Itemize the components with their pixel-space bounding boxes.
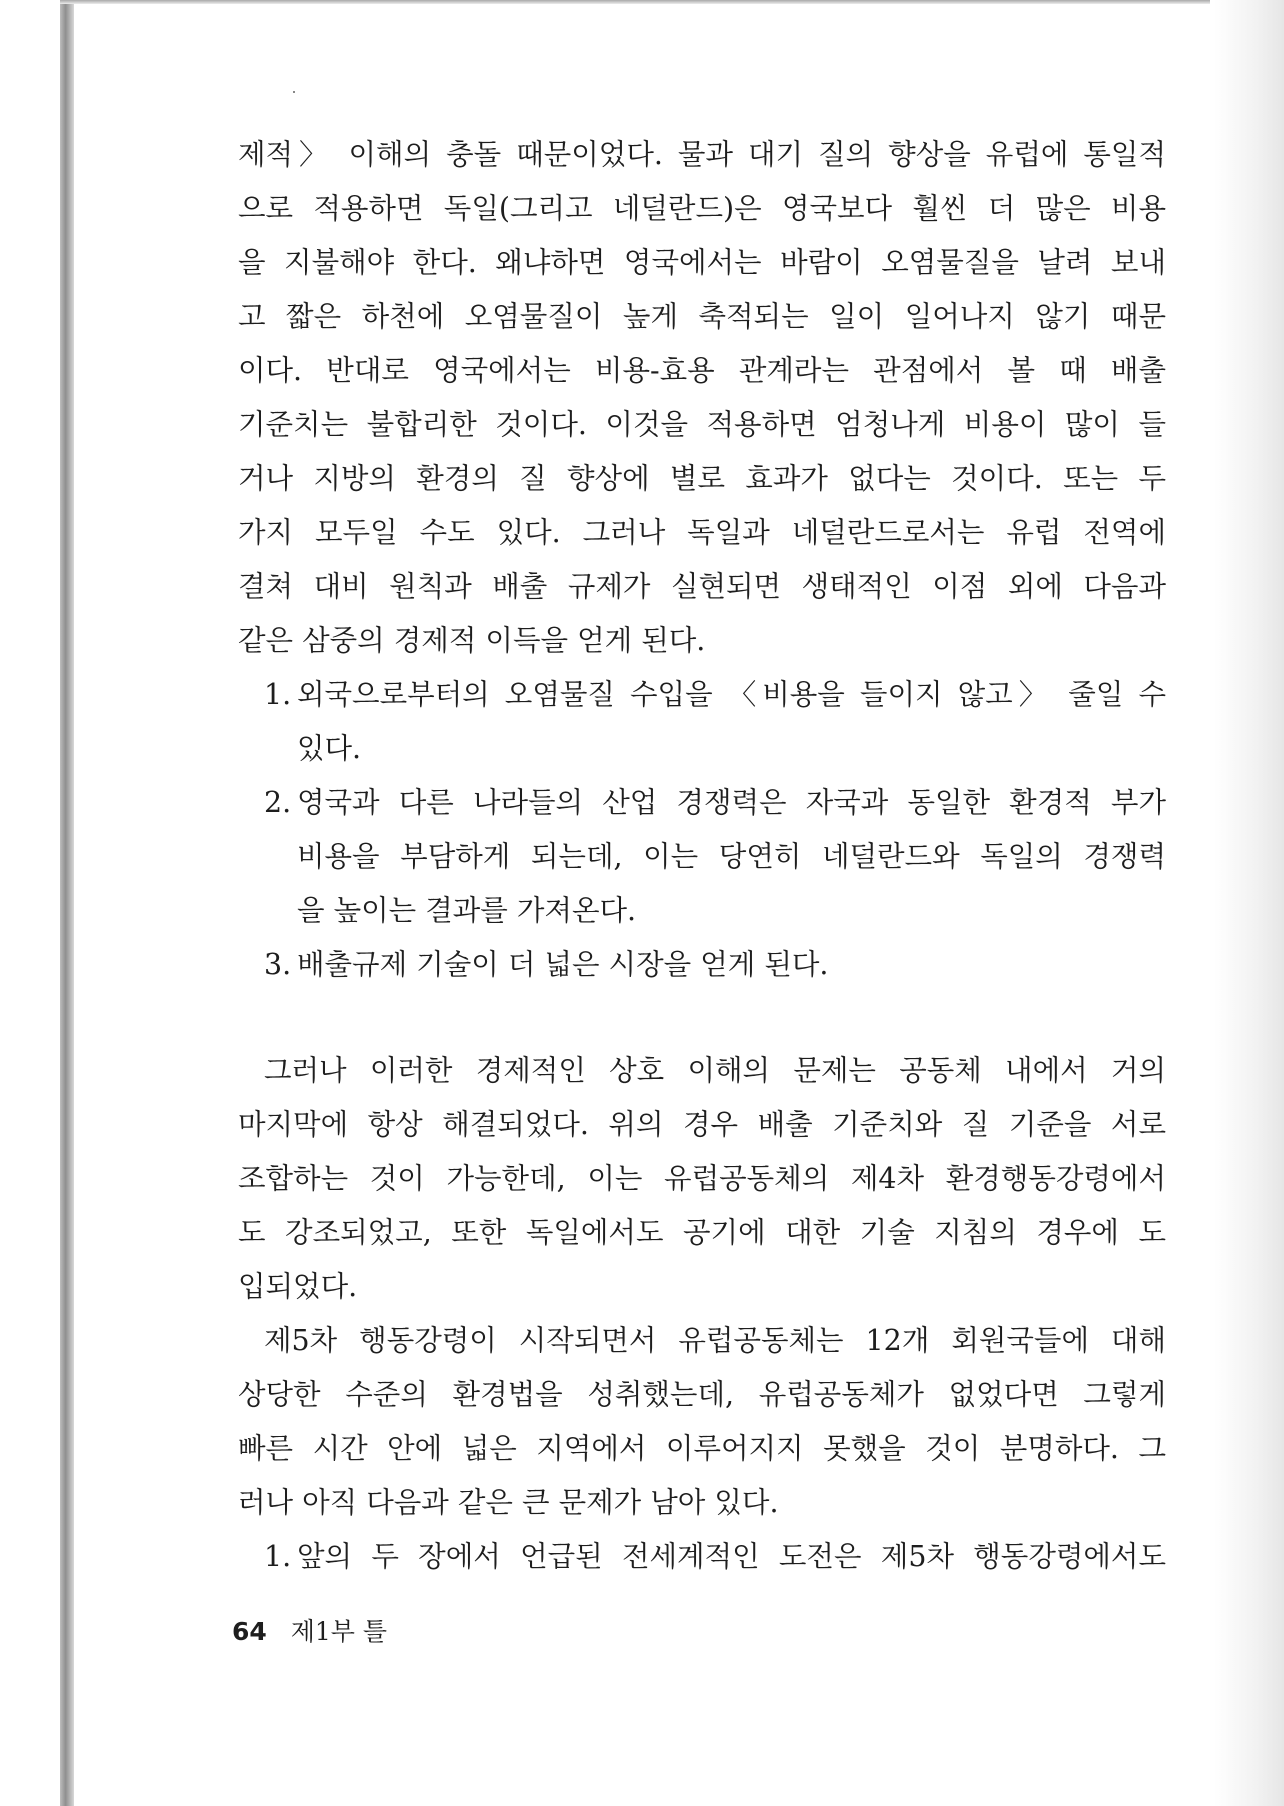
paragraph-2: [238, 1044, 1166, 1314]
text-line: 제5차 행동강령이 시작되면서 유럽공동체는 12개 회원국들에 대해: [264, 1324, 1166, 1357]
text-line: 기준치는 불합리한 것이다. 이것을 적용하면 엄청나게 비용이 많이 들: [238, 408, 1166, 441]
list-item-continuation: 있다.: [297, 732, 362, 765]
text-line: 마지막에 항상 해결되었다. 위의 경우 배출 기준치와 질 기준을 서로: [238, 1108, 1166, 1141]
running-head: 제1부 틀: [290, 1617, 388, 1646]
paragraph-3: [238, 1314, 1166, 1530]
body-text: [238, 128, 1166, 1584]
list-item-text: 외국으로부터의 오염물질 수입을 〈비용을 들이지 않고〉 줄일 수: [297, 678, 1166, 711]
list-item-text: 배출규제 기술이 더 넓은 시장을 얻게 된다.: [297, 948, 829, 981]
text-line: 제적〉 이해의 충돌 때문이었다. 물과 대기 질의 향상을 유럽에 통일적: [238, 138, 1166, 171]
text-line: 결쳐 대비 원칙과 배출 규제가 실현되면 생태적인 이점 외에 다음과: [238, 570, 1166, 603]
text-line: 으로 적용하면 독일(그리고 네덜란드)은 영국보다 훨씬 더 많은 비용: [238, 192, 1166, 225]
text-line: 같은 삼중의 경제적 이득을 얻게 된다.: [238, 624, 706, 657]
text-line: 빠른 시간 안에 넓은 지역에서 이루어지지 못했을 것이 분명하다. 그: [238, 1432, 1166, 1465]
text-line: 도 강조되었고, 또한 독일에서도 공기에 대한 기술 지침의 경우에 도: [238, 1216, 1166, 1249]
numbered-list-2: [238, 1530, 1166, 1584]
list-item: [238, 776, 1166, 830]
list-number: 1.: [264, 1540, 292, 1573]
paragraph-1: [238, 128, 1166, 668]
numbered-list-1: [238, 668, 1166, 992]
list-number: 1.: [264, 678, 292, 711]
list-number: 3.: [264, 948, 292, 981]
page-number: 64: [232, 1617, 267, 1646]
text-line: 입되었다.: [238, 1270, 358, 1303]
text-line: 상당한 수준의 환경법을 성취했는데, 유럽공동체가 없었다면 그렇게: [238, 1378, 1166, 1411]
text-line: 거나 지방의 환경의 질 향상에 별로 효과가 없다는 것이다. 또는 두: [238, 462, 1166, 495]
text-line: 그러나 이러한 경제적인 상호 이해의 문제는 공동체 내에서 거의: [264, 1054, 1166, 1087]
text-line: 가지 모두일 수도 있다. 그러나 독일과 네덜란드로서는 유럽 전역에: [238, 516, 1166, 549]
list-item-continuation: 비용을 부담하게 되는데, 이는 당연히 네덜란드와 독일의 경쟁력: [297, 840, 1166, 873]
list-item-text: 앞의 두 장에서 언급된 전세계적인 도전은 제5차 행동강령에서도: [297, 1540, 1166, 1573]
list-item-continuation: 을 높이는 결과를 가져온다.: [297, 894, 637, 927]
list-item: [238, 938, 1166, 992]
page-gutter-shadow: [1214, 0, 1284, 1806]
text-line: 조합하는 것이 가능한데, 이는 유럽공동체의 제4차 환경행동강령에서: [238, 1162, 1166, 1195]
text-line: 을 지불해야 한다. 왜냐하면 영국에서는 바람이 오염물질을 날려 보내: [238, 246, 1166, 279]
page-binding-edge: [60, 0, 74, 1806]
text-line: 고 짧은 하천에 오염물질이 높게 축적되는 일이 일어나지 않기 때문: [238, 300, 1166, 333]
list-item: [238, 668, 1166, 722]
scan-speck: [293, 91, 295, 93]
paragraph-gap: [238, 992, 1166, 1044]
list-item-text: 영국과 다른 나라들의 산업 경쟁력은 자국과 동일한 환경적 부가: [297, 786, 1166, 819]
page-footer: [232, 1612, 387, 1648]
text-line: 러나 아직 다음과 같은 큰 문제가 남아 있다.: [238, 1486, 779, 1519]
list-number: 2.: [264, 786, 292, 819]
list-item: [238, 1530, 1166, 1584]
text-line: 이다. 반대로 영국에서는 비용-효용 관계라는 관점에서 볼 때 배출: [238, 354, 1166, 387]
